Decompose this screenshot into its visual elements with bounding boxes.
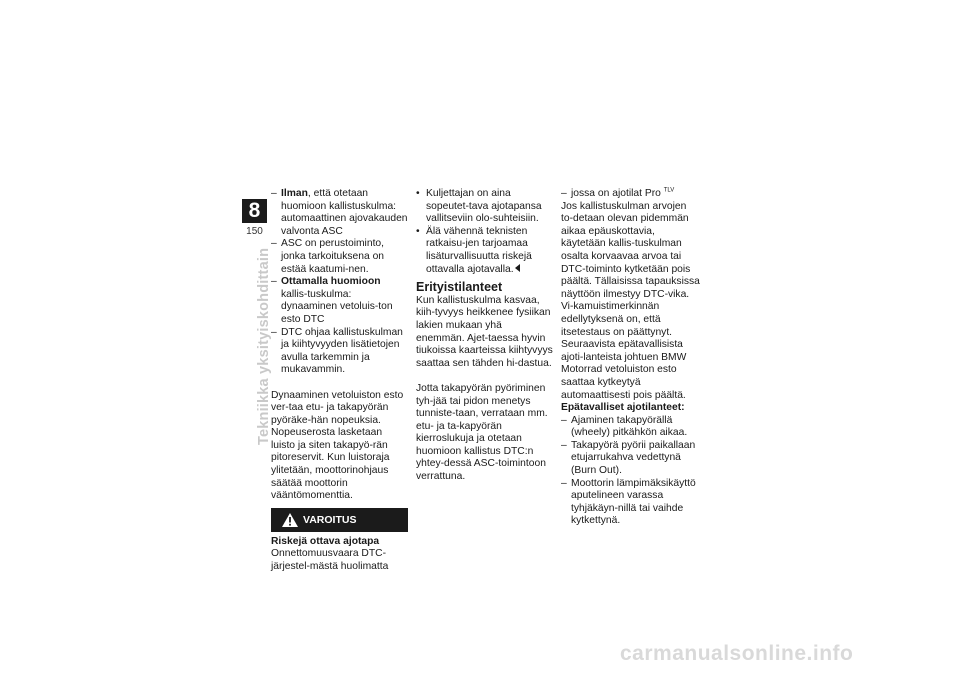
body-paragraph: Jotta takapyörän pyöriminen tyh-jää tai pidon menetys tunniste-taan, verrataan mm. etu- ja ta-kapyörän kierroslukuja ja otetaan huomioon kallistus DTC:n yhtey-dessä ASC-toimintoon verrattuna. <box>416 382 548 483</box>
superscript: TLV <box>663 187 675 194</box>
item-text: kallis-tuskulma: dynaaminen vetoluis-ton esto DTC <box>281 288 393 325</box>
end-mark-icon <box>515 264 520 272</box>
column-1 <box>271 188 408 574</box>
chapter-number: 8 <box>242 199 267 223</box>
item-text: Älä vähennä teknisten ratkaisu-jen tarjoamaa lisäturvallisuutta riskejä ottavalla ajotavalla. <box>426 225 532 275</box>
column-3 <box>561 188 701 528</box>
watermark: carmanualsonline.info <box>620 642 854 665</box>
list-item: • Kuljettajan on aina sopeutet-tava ajotapansa vallitseviin olo-suhteisiin. <box>416 188 553 226</box>
warning-heading: Riskejä ottava ajotapa <box>271 535 380 547</box>
term-bold: Ottamalla huomioon <box>281 276 381 288</box>
term-bold: Ilman <box>281 188 308 199</box>
list-item <box>561 188 701 201</box>
warning-label: VAROITUS <box>303 513 357 526</box>
section-heading: Erityistilanteet <box>416 280 503 295</box>
list-item: – Moottorin lämpimäksikäyttö aputelineen varassa tyhjäkäyn-nillä tai vaihde kytkettynä. <box>561 478 701 528</box>
sub-heading: Epätavalliset ajotilanteet: <box>561 402 685 414</box>
list-item <box>416 226 553 276</box>
body-paragraph: Dynaaminen vetoluiston esto ver-taa etu- ja takapyörän pyöräke-hän nopeuksia. Nopeuserosta lasketaan luisto ja siten takapyö-rän pitoreservit. Kun luistoraja ylitetään, moottorinohjaus säätää moottorin vääntömomenttia. <box>271 389 404 502</box>
item-text: ASC on perustoiminto, jonka tarkoituksena on estää kaatumi-nen. <box>281 238 385 275</box>
column-2 <box>416 188 553 484</box>
body-paragraph: Jos kallistuskulman arvojen to-detaan olevan pidemmän aikaa epäuskottavia, käytetään kallis-tuskulman osalta korvaavaa arvoa tai DTC-toiminto kytketään pois päältä. Tällaisissa tapauksissa näyttöön ilmestyy DTC-vika. Vi-kamuistimerkinnän edellytyksenä on, että itsetestaus on päättynyt. Seuraavista epätavallisista ajoti-lanteista johtuen BMW Motorrad vetoluiston esto saattaa kytkeytyä automaattisesti pois päältä. <box>561 200 700 401</box>
item-text: jossa on ajotilat Pro <box>571 188 661 199</box>
page-number: 150 <box>246 226 263 237</box>
item-text: DTC ohjaa kallistuskulman ja kiihtyvyyden lisätietojen avulla tarkemmin ja mukavammin. <box>281 326 403 376</box>
warning-text: Onnettomuusvaara DTC-järjestel-mästä huolimatta <box>271 548 389 573</box>
item-text: , että otetaan huomioon kallistuskulma: automaattinen ajovakauden valvonta ASC <box>281 188 408 237</box>
body-paragraph: Kun kallistuskulma kasvaa, kiih-tyvyys heikkenee fysiikan lakien mukaan yhä enemmän. Ajet-taessa hyvin tiukoissa kaarteissa kiihtyvyys saattaa sen tähden hi-dastua. <box>416 294 553 369</box>
list-item <box>271 188 408 238</box>
warning-banner <box>271 508 408 532</box>
chapter-side-title: Tekniikka yksityiskohdittain <box>256 247 272 445</box>
warning-triangle-icon <box>277 513 303 527</box>
list-item: – Takapyörä pyörii paikallaan etujarrukahva vedettynä (Burn Out). <box>561 440 701 478</box>
list-item <box>271 238 408 276</box>
list-item <box>271 276 408 326</box>
list-item: – Ajaminen takapyörällä (wheely) pitkähkön aikaa. <box>561 415 701 440</box>
list-item <box>271 327 408 377</box>
